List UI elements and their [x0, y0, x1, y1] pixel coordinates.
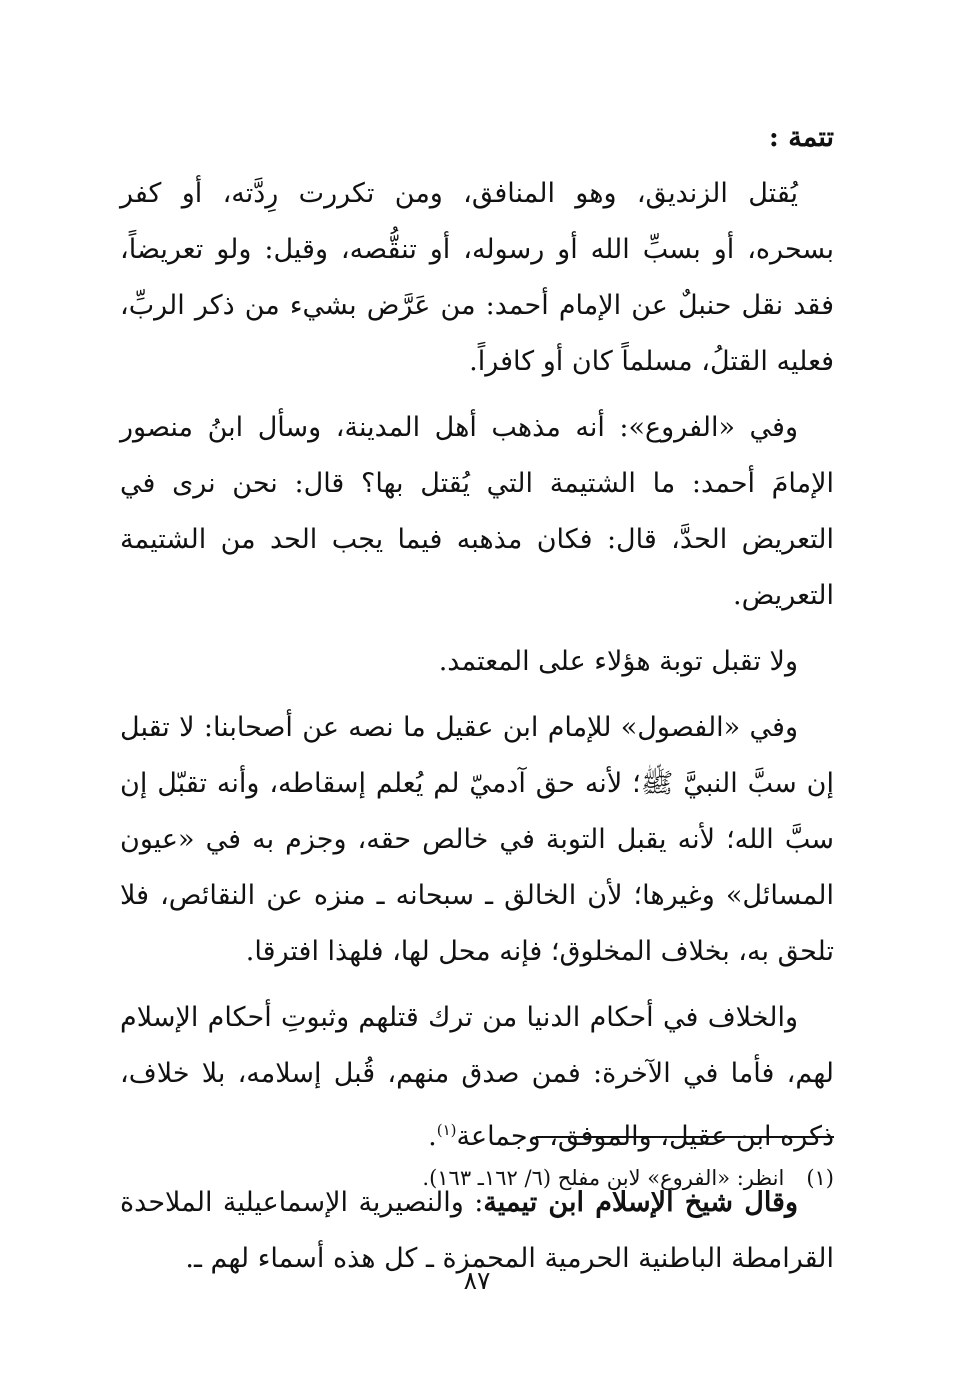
paragraph-4: وفي «الفصول» للإمام ابن عقيل ما نصه عن أصحابنا: لا تقبل إن سبَّ النبيَّ ﷺ؛ لأنه حق آدميّ لم يُعلم إسقاطه، وأنه تقبّل إن سبَّ الله؛ لأنه يقبل التوبة في خالص حقه، وجزم به في «عيون المسائل» وغيرها؛ لأن الخالق ـ سبحانه ـ منزه عن النقائص، فلا تلحق به، بخلاف المخلوق؛ فإنه محل لها، فلهذا افترقا.: [120, 712, 834, 967]
paragraph-6-lead: وقال شيخ الإسلام ابن تيمية: [483, 1187, 799, 1218]
page-number: ٨٧: [463, 1266, 491, 1295]
paragraph-5-end: .: [428, 1121, 437, 1152]
paragraph-1: يُقتل الزنديق، وهو المنافق، ومن تكررت رِدَّته، أو كفر بسحره، أو بسبِّ الله أو رسوله، أو تنقُّصه، وقيل: ولو تعريضاً، فقد نقل حنبلٌ عن الإمام أحمد: من عَرَّض بشيء من ذكر الربِّ، فعليه القتلُ، مسلماً كان أو كافراً.: [120, 178, 834, 377]
paragraph-5-text: والخلاف في أحكام الدنيا من ترك قتلهم وثبوتِ أحكام الإسلام لهم، فأما في الآخرة: فمن صدق منهم، قُبل إسلامه، بلا خلاف، ذكره ابن عقيل، والموفق، وجماعة: [120, 1002, 834, 1152]
footnote-reference: (١): [436, 1121, 457, 1139]
footnote-number: (١): [806, 1166, 834, 1190]
paragraph-2: وفي «الفروع»: أنه مذهب أهل المدينة، وسأل ابنُ منصور الإمامَ أحمد: ما الشتيمة التي يُقتل بها؟ قال: نحن نرى في التعريض الحدَّ، قال: فكان مذهبه فيما يجب الحد من الشتيمة التعريض.: [120, 412, 834, 611]
footnote-text: انظر: «الفروع» لابن مفلح (٦/ ١٦٢ـ ١٦٣).: [422, 1166, 785, 1190]
page-body: [120, 118, 834, 1297]
section-heading: تتمة :: [768, 122, 834, 153]
paragraph-5: [120, 990, 834, 1165]
paragraph-6-text: : والنصيرية الإسماعيلية الملاحدة القرامطة الباطنية الحرمية المحمزة ـ كل هذه أسماء لهم ـ.: [120, 1187, 834, 1274]
footnote-separator: [536, 1136, 834, 1138]
paragraph-3: ولا تقبل توبة هؤلاء على المعتمد.: [438, 646, 798, 677]
footnote: [120, 1160, 834, 1196]
